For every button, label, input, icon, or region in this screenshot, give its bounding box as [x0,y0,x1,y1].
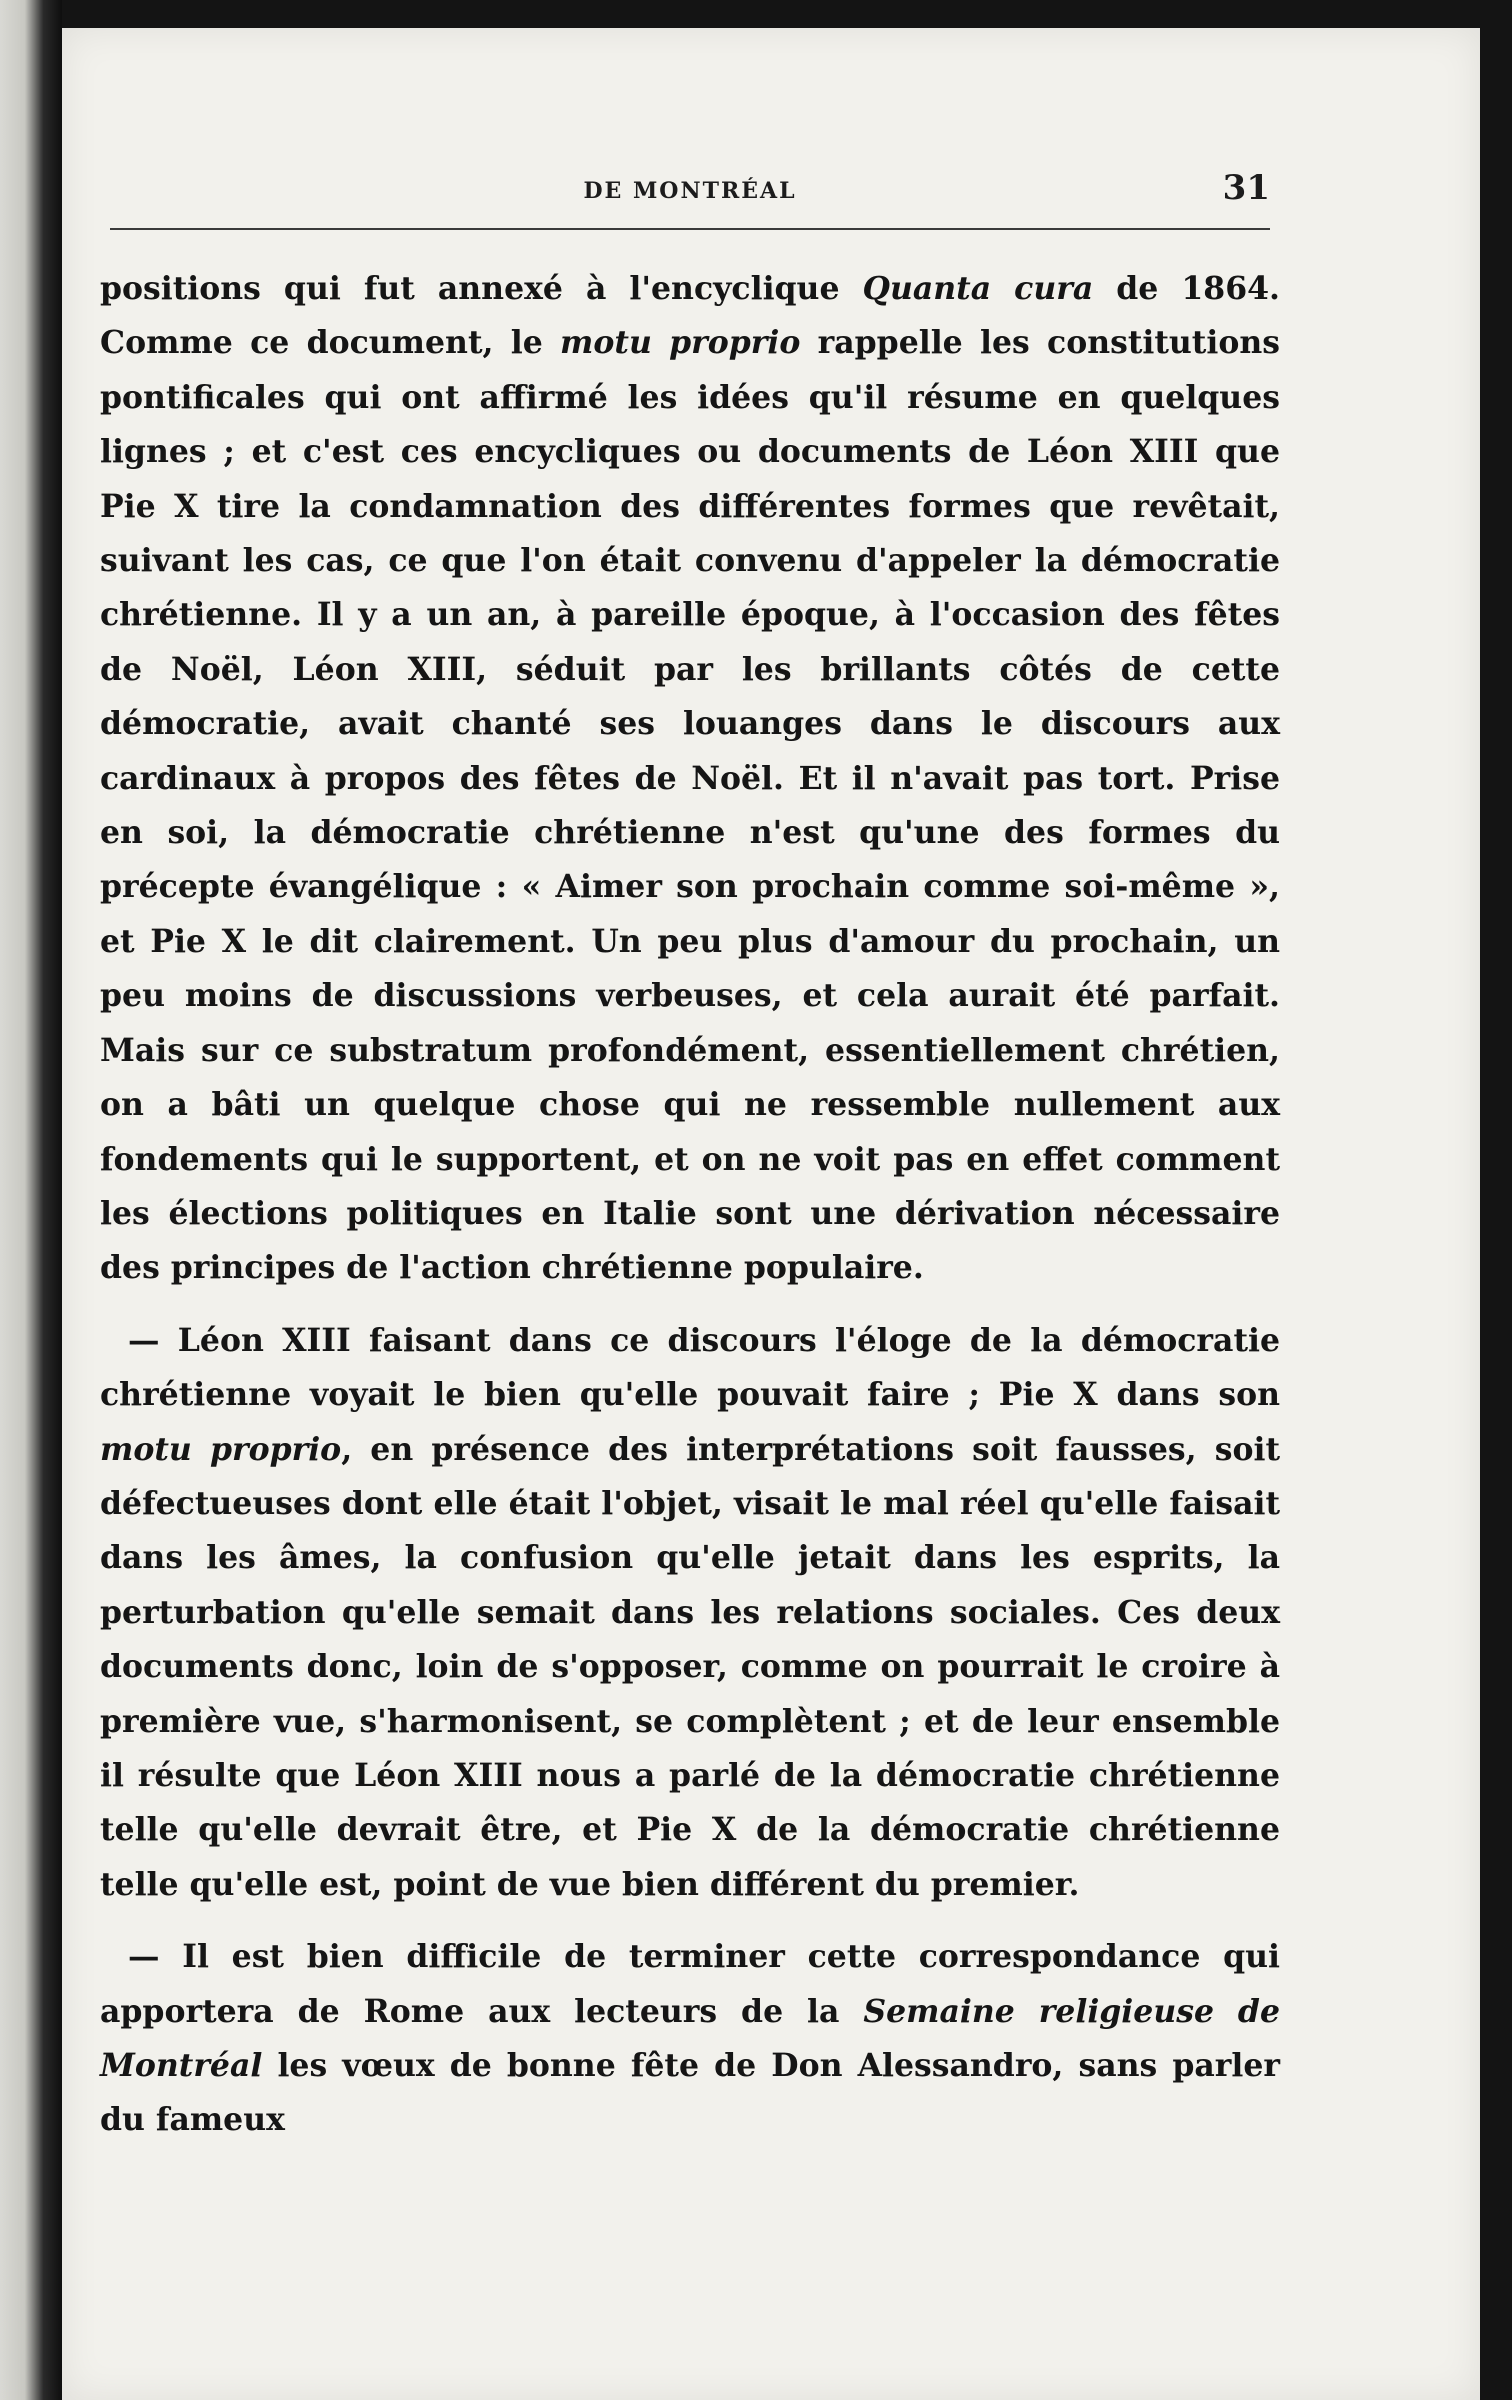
book-spine-edge [0,0,62,2400]
text-segment: — Léon XIII faisant dans ce discours l'éloge de la démocratie chrétienne voyait le bien qu'elle pouvait faire ; Pie X dans son [100,1321,1280,1414]
text-segment: les vœux de bonne fête de Don Alessandro, sans parler du fameux [100,2047,1280,2139]
italic-title-quanta-cura: Quanta cura [862,270,1094,307]
italic-title-semaine-religieuse: Semaine religieuse de Montréal [100,1992,1280,2084]
running-title: DE MONTRÉAL [583,178,797,204]
page-header [110,140,1270,210]
paragraph-1 [100,262,1280,1296]
header-rule [110,228,1270,230]
text-segment: de 1864. Comme ce document, le [100,270,1281,362]
text-segment: positions qui fut annexé à l'encyclique [100,270,863,307]
italic-term-motu-proprio: motu proprio [560,324,801,362]
paragraph-2 [100,1314,1280,1912]
italic-term-motu-proprio: motu proprio [100,1430,342,1468]
text-segment: — Il est bien difficile de terminer cette correspondance qui apportera de Rome aux lecteurs de la [100,1938,1280,2030]
body-text [100,262,1280,2148]
text-segment: rappelle les constitutions pontificales qui ont affirmé les idées qu'il résume en quelques lignes ; et c'est ces encycliques ou documents de Léon XIII que Pie X tire la condamnation des différentes formes que revêtait, suivant les cas, ce que l'on était convenu d'appeler la démocratie chrétienne. Il y a un an, à pareille époque, à l'occasion des fêtes de Noël, Léon XIII, séduit par les brillants côtés de cette démocratie, avait chanté ses louanges dans le discours aux cardinaux à propos des fêtes de Noël. Et il n'avait pas tort. Prise en soi, la démocratie chrétienne n'est qu'une des formes du précepte évangélique : « Aimer son prochain comme soi-même », et Pie X le dit clairement. Un peu plus d'amour du prochain, un peu moins de discussions verbeuses, et cela aurait été parfait. Mais sur ce substratum profondément, essentiellement chrétien, on a bâti un quelque chose qui ne ressemble nullement aux fondements qui le supportent, et on ne voit pas en effet comment les élections politiques en Italie sont une dérivation nécessaire des principes de l'action chrétienne populaire. [100,324,1280,1287]
page-number: 31 [1222,168,1270,208]
text-segment: , en présence des interprétations soit fausses, soit défectueuses dont elle était l'objet, visait le mal réel qu'elle faisait dans les âmes, la confusion qu'elle jetait dans les esprits, la perturbation qu'elle semait dans les relations sociales. Ces deux documents donc, loin de s'opposer, comme on pourrait le croire à première vue, s'harmonisent, se complètent ; et de leur ensemble il résulte que Léon XIII nous a parlé de la démocratie chrétienne telle qu'elle devrait être, et Pie X de la démocratie chrétienne telle qu'elle est, point de vue bien différent du premier. [100,1430,1280,1903]
paragraph-3 [100,1930,1280,2148]
